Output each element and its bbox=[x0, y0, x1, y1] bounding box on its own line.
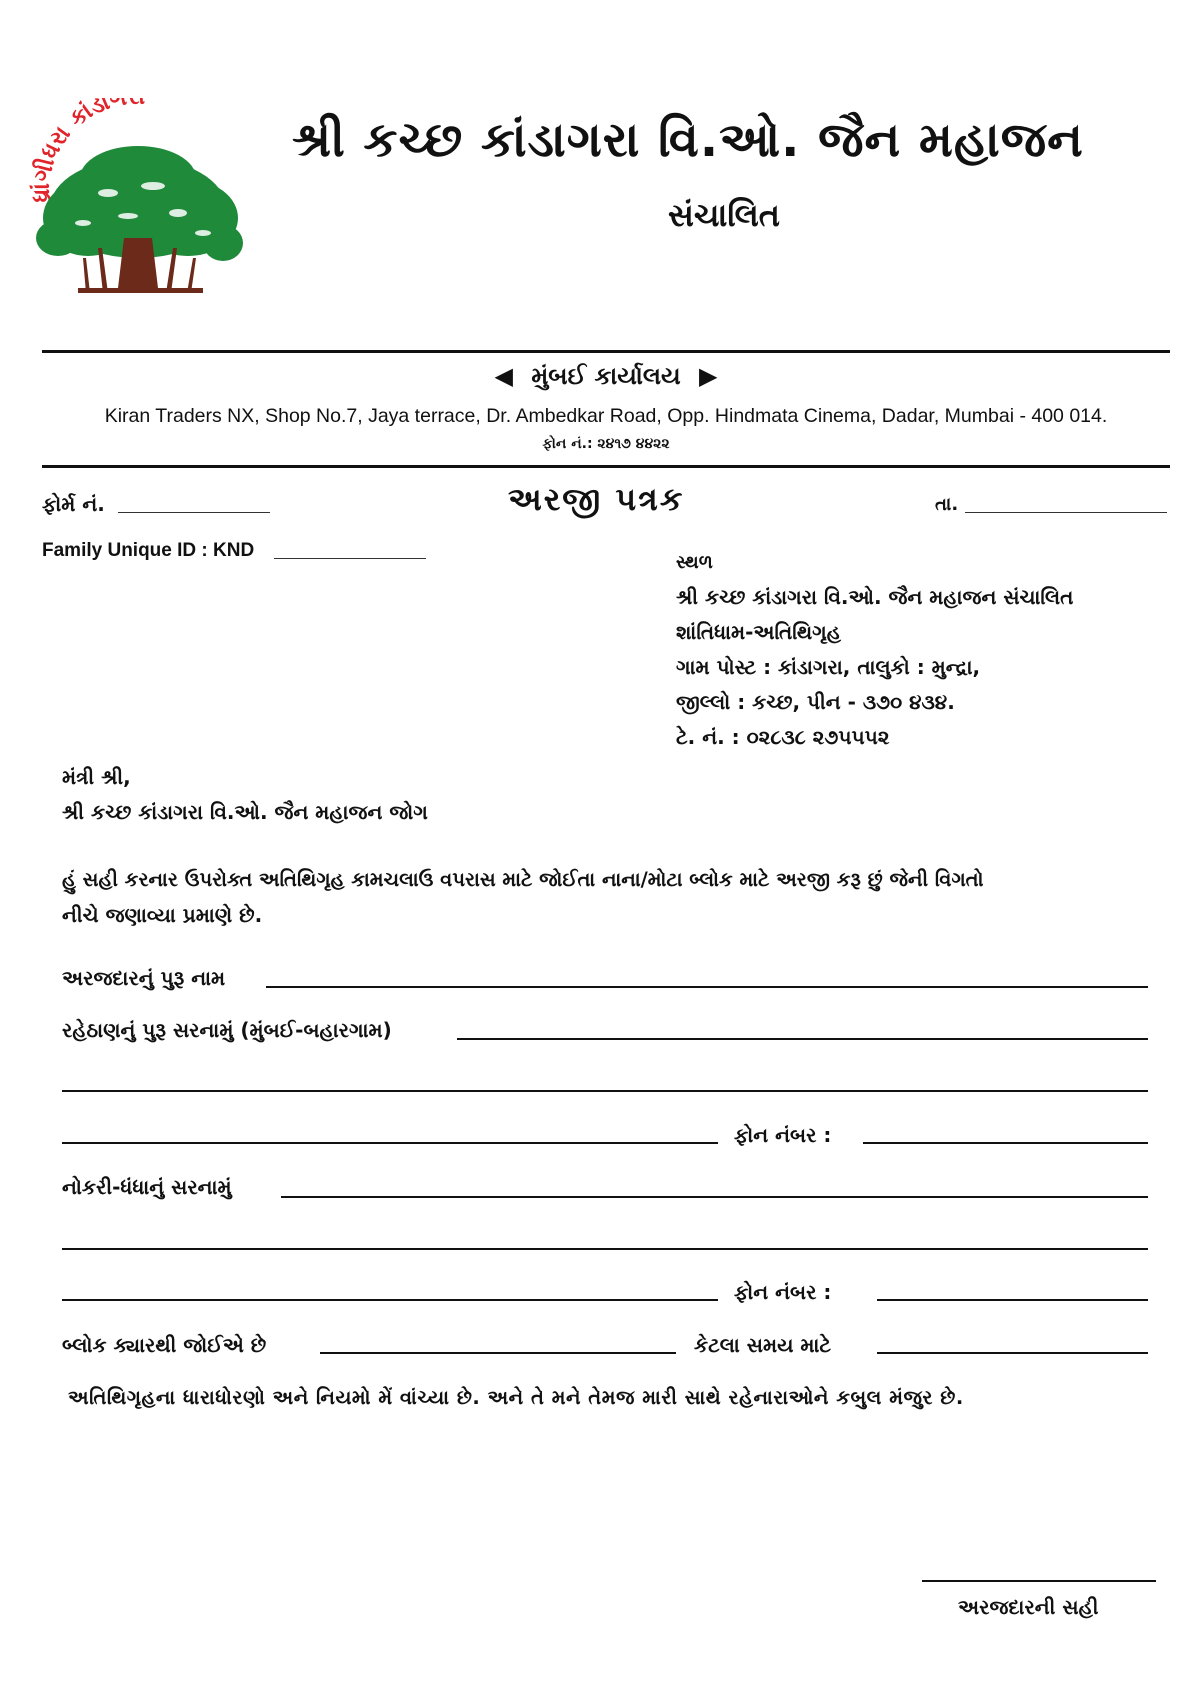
duration-label: કેટલા સમય માટે bbox=[694, 1333, 832, 1357]
office-phone: ફોન નં.: ૨૪૧૭ ૪૪૨૨ bbox=[542, 436, 670, 452]
declaration-text: અતિથિગૃહના ધારાધોરણો અને નિયમો મેં વાંચ્યા છે. અને તે મને તેમજ મારી સાથે રહેનારાઓને કબુલ મંજુર છે. bbox=[68, 1386, 964, 1409]
block-from-label: બ્લોક ક્યારથી જોઈએ છે bbox=[62, 1333, 267, 1357]
phone-1-field[interactable] bbox=[863, 1142, 1148, 1144]
left-triangle-icon: ◀ bbox=[494, 362, 513, 390]
date-field[interactable] bbox=[965, 512, 1167, 513]
residence-address-field[interactable] bbox=[457, 1038, 1148, 1040]
body-line-1: હું સહી કરનાર ઉપરોક્ત અતિથિગૃહ કામચલાઉ વપરાસ માટે જોઈતા નાના/મોટા બ્લોક માટે અરજી કરૂ છું જેની વિગતો bbox=[62, 868, 984, 891]
office-heading bbox=[0, 362, 1200, 390]
work-address-field-line-2[interactable] bbox=[62, 1248, 1148, 1250]
applicant-name-field[interactable] bbox=[266, 986, 1148, 988]
banyan-tree-logo bbox=[28, 98, 248, 313]
date-label: તા. bbox=[935, 494, 959, 515]
work-extra-field[interactable] bbox=[62, 1299, 718, 1301]
work-address-field[interactable] bbox=[281, 1196, 1148, 1198]
family-id-field[interactable] bbox=[274, 558, 426, 559]
phone-2-field[interactable] bbox=[877, 1299, 1148, 1301]
organization-subtitle: સંચાલિત bbox=[668, 196, 781, 234]
applicant-name-label: અરજદારનું પુરૂ નામ bbox=[62, 966, 226, 990]
location-line-2: શાંતિધામ-અતિથિગૃહ bbox=[676, 620, 841, 644]
duration-field[interactable] bbox=[877, 1352, 1148, 1354]
addressee-line-2: શ્રી કચ્છ કાંડાગરા વિ.ઓ. જૈન મહાજન જોગ bbox=[62, 800, 428, 824]
addressee-line-1: મંત્રી શ્રી, bbox=[62, 765, 131, 789]
residence-address-label: રહેઠાણનું પુરૂ સરનામું (મુંબઈ-બહારગામ) bbox=[62, 1018, 392, 1042]
residence-address-field-line-2[interactable] bbox=[62, 1090, 1148, 1092]
office-address: Kiran Traders NX, Shop No.7, Jaya terrace, Dr. Ambedkar Road, Opp. Hindmata Cinema, Dadar, Mumbai - 400 014. bbox=[104, 405, 1108, 427]
header-rule-top bbox=[42, 350, 1170, 353]
logo bbox=[28, 98, 248, 313]
residence-extra-field[interactable] bbox=[62, 1142, 718, 1144]
signature-label: અરજદારની સહી bbox=[958, 1595, 1099, 1619]
organization-title: શ્રી કચ્છ કાંડાગરા વિ.ઓ. જૈન મહાજન bbox=[292, 112, 1084, 168]
work-address-label: નોકરી-ધંધાનું સરનામું bbox=[62, 1175, 232, 1199]
right-triangle-icon: ▶ bbox=[698, 362, 718, 390]
phone-2-label: ફોન નંબર : bbox=[734, 1280, 832, 1304]
location-label: સ્થળ bbox=[676, 552, 713, 573]
form-number-label: ફોર્મ નં. bbox=[42, 492, 105, 516]
phone-1-label: ફોન નંબર : bbox=[734, 1123, 832, 1147]
logo-arc-text: ધ્રાંગીધરા કાંડાગ bbox=[28, 98, 129, 203]
header-rule-bottom bbox=[42, 465, 1170, 468]
location-line-5: ટે. નં. : ૦૨૮૩૮ ૨૭૫૫૫૨ bbox=[676, 725, 890, 749]
signature-field[interactable] bbox=[922, 1580, 1156, 1582]
office-heading-text: મુંબઈ કાર્યાલય bbox=[531, 362, 681, 390]
location-line-4: જીલ્લો : કચ્છ, પીન - ૩૭૦ ૪૩૪. bbox=[676, 690, 955, 714]
block-from-field[interactable] bbox=[320, 1352, 676, 1354]
form-number-field[interactable] bbox=[118, 512, 270, 513]
location-line-1: શ્રી કચ્છ કાંડાગરા વિ.ઓ. જૈન મહાજન સંચાલિત bbox=[676, 585, 1074, 609]
body-line-2: નીચે જણાવ્યા પ્રમાણે છે. bbox=[62, 903, 263, 927]
form-title: અરજી પત્રક bbox=[508, 480, 685, 518]
family-id-label: Family Unique ID : KND bbox=[42, 540, 255, 561]
location-line-3: ગામ પોસ્ટ : કાંડાગરા, તાલુકો : મુન્દ્રા, bbox=[676, 655, 981, 679]
